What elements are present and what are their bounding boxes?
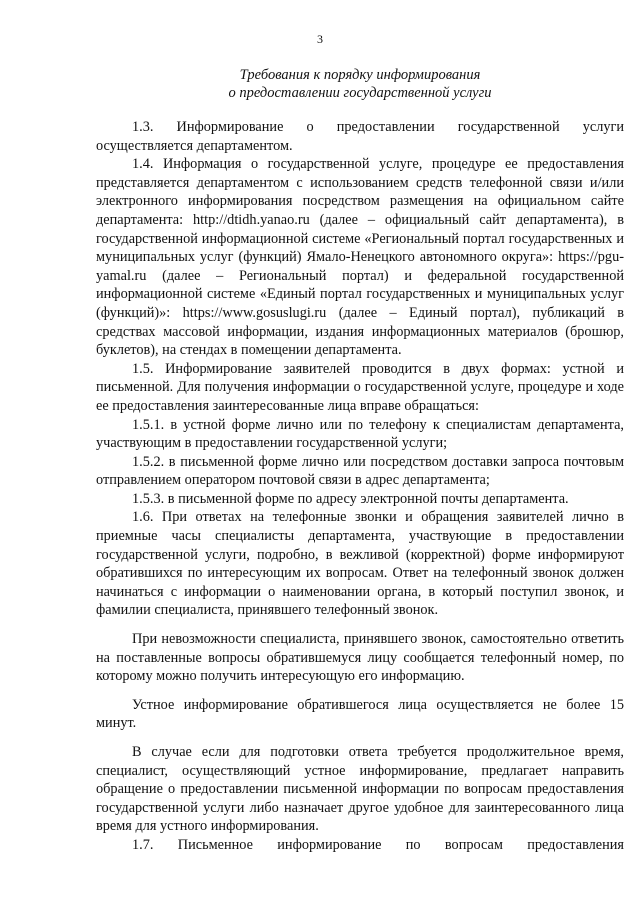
paragraph-callback: При невозможности специалиста, принявшего звонок, самостоятельно ответить на поставленные вопросы обратившемуся лицу сообщается телефонный номер, по которому можно получить интересующую его информацию.: [96, 631, 624, 685]
paragraph-1-5-3: 1.5.3. в письменной форме по адресу электронной почты департамента.: [132, 490, 569, 507]
paragraph-1-5-2: 1.5.2. в письменной форме лично или посредством доставки запроса почтовым отправлением оператором почтовой связи в адрес департамента;: [96, 453, 624, 489]
paragraph-1-6: 1.6. При ответах на телефонные звонки и обращения заявителей лично в приемные часы специалисты департамента, участвующие в предоставлении государственной услуги, подробно, в вежливой (корректной) форме информируют обратившихся по интересующим их вопросам. Ответ на телефонный звонок должен начинаться с информации о наименовании органа, в который поступил звонок, и фамилии специалиста, принявшего телефонный звонок.: [96, 509, 624, 619]
paragraph-duration: Устное информирование обратившегося лица осуществляется не более 15 минут.: [96, 696, 624, 732]
paragraph-1-7: 1.7. Письменное информирование по вопросам предоставления: [132, 836, 624, 853]
paragraph-1-3: 1.3. Информирование о предоставлении государственной услуги осуществляется департаментом.: [96, 119, 624, 154]
paragraph-1-5: 1.5. Информирование заявителей проводится в двух формах: устной и письменной. Для получения информации о государственной услуге, процедуре и ходе ее предоставления заинтересованные лица вправе обращаться:: [96, 360, 624, 414]
section-heading: [96, 66, 624, 102]
heading-line-2: о предоставлении государственной услуги: [228, 85, 492, 101]
paragraph-long-answer: В случае если для подготовки ответа требуется продолжительное время, специалист, осуществляющий устное информирование, предлагает направить обращение о предоставлении письменной информации по вопросам предоставления государственной услуги либо назначает другое удобное для заинтересованного лица время для устного информирования.: [96, 744, 624, 835]
paragraph-1-4: 1.4. Информация о государственной услуге, процедуре ее предоставления представляется департаментом с использованием средств телефонной связи и/или электронного информирования посредством размещения на официальном сайте департамента: http://dtidh.yanao.ru (далее – официальный сайт департамента), в государственной информационной системе «Региональный портал государственных и муниципальных услуг (функций) Ямало-Ненецкого автономного округа»: https://pgu-yamal.ru (далее – Региональный портал) и федеральной государственной информационной системе «Единый портал государственных и муниципальных услуг (функций)»: https://www.gosuslugi.ru (далее – Единый портал), публикаций в средствах массовой информации, издания информационных материалов (брошюр, буклетов), на стендах в помещении департамента.: [96, 156, 624, 359]
document-body: [96, 118, 624, 855]
page-number: 3: [317, 32, 323, 46]
heading-line-1: Требования к порядку информирования: [239, 67, 481, 83]
paragraph-1-5-1: 1.5.1. в устной форме лично или по телефону к специалистам департамента, участвующим в предоставлении государственной услуги;: [96, 416, 624, 452]
